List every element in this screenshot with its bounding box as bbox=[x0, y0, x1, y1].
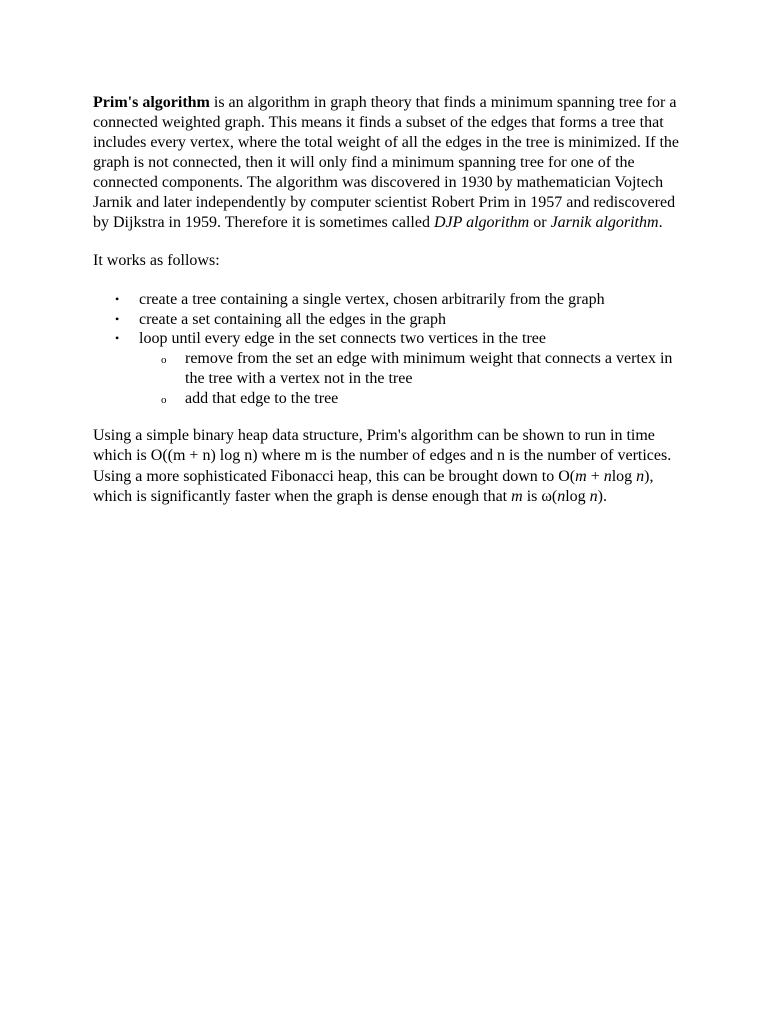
math-var: n bbox=[589, 488, 598, 505]
works-intro: It works as follows: bbox=[93, 252, 220, 269]
bullet-icon: • bbox=[115, 292, 120, 306]
math-var: n bbox=[636, 467, 645, 485]
complexity-end: ). bbox=[597, 488, 607, 505]
sub-list-item-text: remove from the set an edge with minimum weight that connects a vertex in the tree with a vertex not in the tree bbox=[185, 349, 673, 387]
intro-end: . bbox=[658, 214, 663, 231]
circle-bullet-icon: o bbox=[161, 353, 167, 366]
steps-list bbox=[93, 290, 683, 409]
math-op: log bbox=[565, 488, 590, 505]
intro-term: Prim's algorithm bbox=[93, 94, 210, 111]
intro-text: is an algorithm in graph theory that finds a minimum spanning tree for a connected weighted graph. This means it finds a subset of the edges that forms a tree that includes every vertex, where the total weight of all the edges in the tree is minimized. If the graph is not connected, then it will only find a minimum spanning tree for one of the connected components. The algorithm was discovered in 1930 by mathematician Vojtech Jarnik and later independently by computer scientist Robert Prim in 1957 and rediscovered by Dijkstra in 1959. Therefore it is sometimes called bbox=[93, 94, 680, 231]
substeps-list bbox=[139, 349, 683, 409]
complexity-paragraph bbox=[93, 426, 683, 508]
complexity-text: Using a simple binary heap data structure, Prim's algorithm can be shown to run in time which is O((m + n) log n) where m is the number of edges and n is the number of vertices. Using a more sophisticated Fibonacci heap, this can be brought down to O( bbox=[93, 426, 672, 485]
alt-name-djp: DJP algorithm bbox=[433, 214, 530, 231]
intro-paragraph bbox=[93, 93, 683, 233]
list-item bbox=[115, 329, 683, 409]
alt-name-jarnik: Jarnik algorithm bbox=[550, 214, 659, 231]
bullet-icon: • bbox=[115, 331, 120, 345]
list-item-text: loop until every edge in the set connects two vertices in the tree bbox=[139, 330, 546, 347]
circle-bullet-icon: o bbox=[161, 393, 167, 406]
list-item-text: create a set containing all the edges in the graph bbox=[139, 310, 446, 328]
list-item bbox=[115, 290, 683, 310]
bullet-icon: • bbox=[115, 311, 120, 326]
sub-list-item bbox=[161, 349, 683, 389]
math-op: log bbox=[611, 467, 637, 485]
math-op: + bbox=[586, 467, 604, 485]
math-var: n bbox=[557, 488, 566, 505]
math-var: m bbox=[511, 488, 523, 505]
math-op: is ω( bbox=[522, 488, 558, 505]
document-page bbox=[93, 93, 683, 508]
math-var: m bbox=[575, 467, 587, 485]
sub-list-item bbox=[161, 389, 683, 409]
list-item bbox=[115, 310, 683, 330]
sub-list-item-text: add that edge to the tree bbox=[185, 389, 339, 407]
list-item-text: create a tree containing a single vertex, chosen arbitrarily from the graph bbox=[139, 291, 605, 308]
intro-or: or bbox=[529, 214, 551, 231]
complexity-text: ), which is significantly faster when the graph is dense enough that bbox=[93, 467, 654, 505]
math-var: n bbox=[603, 467, 612, 485]
